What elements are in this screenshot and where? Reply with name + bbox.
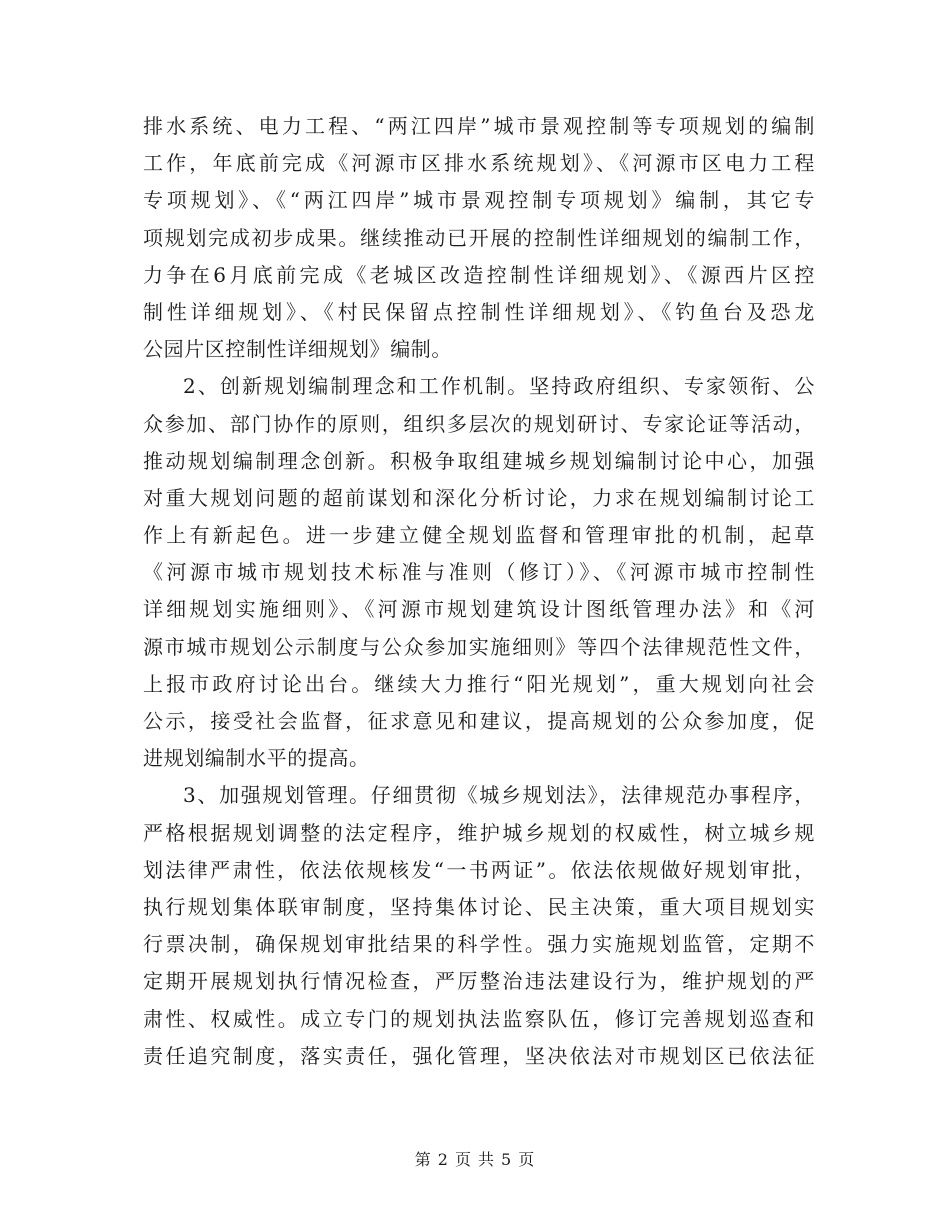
text-line: 对重大规划问题的超前谋划和深化分析讨论，力求在规划编制讨论工 [143, 485, 815, 510]
text-line: 3、加强规划管理。仔细贯彻《城乡规划法》，法律规范办事程序， [183, 783, 815, 808]
text-line: 上报市政府讨论出台。继续大力推行“阳光规划”，重大规划向社会 [143, 671, 815, 696]
text-line: 力争在6月底前完成《老城区改造控制性详细规划》、《源西片区控 [143, 262, 815, 287]
footer-suffix: 页 [518, 1150, 536, 1169]
text-line: 排水系统、电力工程、“两江四岸”城市景观控制等专项规划的编制 [143, 114, 815, 138]
text-line: 源市城市规划公示制度与公众参加实施细则》等四个法律规范性文件， [143, 634, 815, 659]
text-line: 2、创新规划编制理念和工作机制。坚持政府组织、专家领衔、公 [183, 374, 815, 399]
text-line: 肃性、权威性。成立专门的规划执法监察队伍，修订完善规划巡查和 [143, 1006, 815, 1031]
text-line: 执行规划集体联审制度，坚持集体讨论、民主决策，重大项目规划实 [143, 894, 815, 919]
footer-prefix: 第 [414, 1150, 432, 1169]
footer-middle: 页 共 [454, 1150, 496, 1169]
text-line: 进规划编制水平的提高。 [143, 746, 370, 771]
text-line: 制性详细规划》、《村民保留点控制性详细规划》、《钓鱼台及恐龙 [143, 299, 815, 324]
text-line: 划法律严肃性，依法依规核发“一书两证”。依法依规做好规划审批， [143, 857, 815, 882]
text-line: 《河源市城市规划技术标准与准则（修订）》、《河源市城市控制性 [143, 560, 815, 585]
text-line: 详细规划实施细则》、《河源市规划建筑设计图纸管理办法》和《河 [143, 597, 815, 622]
text-line: 公园片区控制性详细规划》编制。 [143, 337, 452, 362]
text-line: 工作，年底前完成《河源市区排水系统规划》、《河源市区电力工程 [143, 151, 815, 176]
text-line: 众参加、部门协作的原则，组织多层次的规划研讨、专家论证等活动， [143, 411, 815, 436]
text-line: 推动规划编制理念创新。积极争取组建城乡规划编制讨论中心，加强 [143, 448, 815, 473]
text-line: 责任追究制度，落实责任，强化管理，坚决依法对市规划区已依法征 [143, 1043, 815, 1068]
text-line: 项规划完成初步成果。继续推动已开展的控制性详细规划的编制工作， [143, 225, 815, 250]
text-line: 严格根据规划调整的法定程序，维护城乡规划的权威性，树立城乡规 [143, 820, 815, 845]
paragraph-3 [143, 777, 815, 1075]
body-text [143, 108, 815, 1075]
text-line: 专项规划》、《“两江四岸”城市景观控制专项规划》编制，其它专 [143, 188, 815, 213]
text-line: 作上有新起色。进一步建立健全规划监督和管理审批的机制，起草 [143, 523, 815, 548]
paragraph-2 [143, 368, 815, 777]
text-line: 行票决制，确保规划审批结果的科学性。强力实施规划监管，定期不 [143, 932, 815, 957]
page-number: 2 [437, 1150, 449, 1169]
paragraph-1 [143, 108, 815, 368]
text-line: 公示，接受社会监督，征求意见和建议，提高规划的公众参加度，促 [143, 709, 815, 733]
total-pages: 5 [501, 1150, 513, 1169]
text-line: 定期开展规划执行情况检查，严厉整治违法建设行为，维护规划的严 [143, 969, 815, 994]
page-footer [0, 1148, 950, 1172]
